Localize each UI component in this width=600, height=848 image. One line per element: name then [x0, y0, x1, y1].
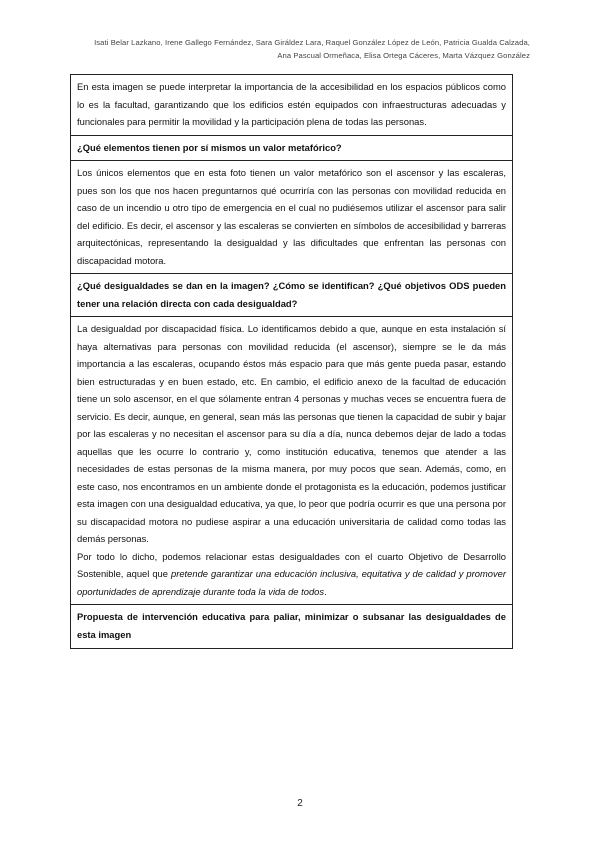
page-number: 2: [297, 798, 303, 809]
question-inequalities: ¿Qué desigualdades se dan en la imagen? ¿Cómo se identifican? ¿Qué objetivos ODS pueden tener una relación directa con cada desigualdad?: [71, 274, 513, 317]
page-header: [60, 36, 530, 62]
ods-text: Por todo lo dicho, podemos relacionar estas desigualdades con el cuarto Objetivo de Desarrollo Sostenible, aquel que: [77, 550, 506, 579]
table-row: [71, 605, 513, 649]
table-row: [71, 75, 513, 136]
intro-cell: En esta imagen se puede interpretar la importancia de la accesibilidad en los espacios públicos como lo es la facultad, garantizando que los edificios estén equipados con infraestructuras adecuadas y funcionales para permitir la movilidad y la participación plena de todas las personas.: [71, 75, 513, 136]
table-row: [71, 274, 513, 317]
table-row: [71, 135, 513, 161]
question-metaphoric-elements: ¿Qué elementos tienen por sí mismos un valor metafórico?: [71, 135, 513, 161]
answer-paragraph-2: [77, 548, 506, 601]
answer-metaphoric-elements: Los únicos elementos que en esta foto tienen un valor metafórico son el ascensor y las escaleras, pues son los que nos hacen preguntarnos qué ocurriría con las personas con movilidad reducida en caso de un incendio u otro tipo de emergencia en el cual no pudiésemos utilizar el ascensor para salir del edificio. Es decir, el ascensor y las escaleras se convierten en símbolos de accesibilidad y barreras arquitectónicas, representando la desigualdad y las dificultades que enfrentan las personas con discapacidad motora.: [71, 161, 513, 274]
question-intervention-proposal: Propuesta de intervención educativa para paliar, minimizar o subsanar las desigualdades de esta imagen: [71, 605, 513, 649]
ods-end: .: [324, 585, 327, 597]
table-row: [71, 317, 513, 605]
authors-line-2: Ana Pascual Ormeñaca, Elisa Ortega Cáceres, Marta Vázquez González: [277, 51, 530, 60]
answer-paragraph-1: La desigualdad por discapacidad física. Lo identificamos debido a que, aunque en esta instalación sí haya alternativas para personas con movilidad reducida (el ascensor), siempre se le da más importancia a las escaleras, ocupando éstos más espacio para que más gente pueda pasar, estando bien estructuradas y en buen estado, etc. En cambio, el edificio anexo de la facultad de educación tiene un solo ascensor, en el que sólamente entran 4 personas y muchas veces se encuentra fuera de servicio. Es decir, aunque, en general, sean más las personas que tienen la capacidad de subir y bajar por las escaleras y no necesitan el ascensor para su día a día, nunca debemos dejar de lado a todas aquellas que les ocurre lo contrario y, como institución educativa, tenemos que atender a las necesidades de estas personas de la misma manera, por muy pocos que sean. Además, como, en este caso, nos encontramos en un ambiente donde el protagonista es la educación, podemos justificar esta imagen con una desigualdad educativa, ya que, lo peor que podría ocurrir es que una persona por su discapacidad motora no pudiese aspirar a una educación universitaria de calidad como todas las demás personas.: [77, 323, 506, 544]
ods-quote: pretende garantizar una educación inclusiva, equitativa y de calidad y promover oportunidades de aprendizaje durante toda la vida de todos: [77, 568, 506, 597]
analysis-table: [70, 74, 513, 649]
table-row: [71, 161, 513, 274]
answer-inequalities: [71, 317, 513, 605]
authors-line-1: Isati Belar Lazkano, Irene Gallego Fernández, Sara Giráldez Lara, Raquel González López de León, Patricia Gualda Calzada,: [94, 38, 530, 47]
